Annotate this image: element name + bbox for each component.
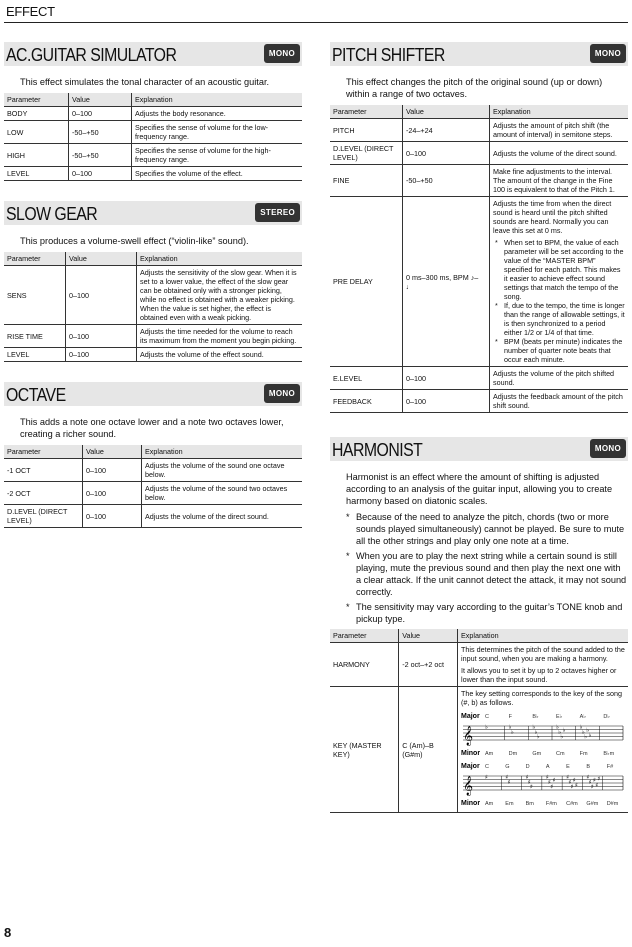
param-explanation: Adjusts the volume of the effect sound. — [137, 348, 303, 362]
param-explanation: Adjusts the volume of the direct sound. — [490, 142, 629, 165]
param-value: 0 ms–300 ms, BPM ♪– ♩ — [403, 197, 490, 367]
explanation-text: This determines the pitch of the sound added to the input sound, when you are making a harmony. — [461, 645, 625, 663]
param-name: E.LEVEL — [330, 367, 403, 390]
sharp-icon: ♯ — [548, 778, 551, 786]
sharp-icon: ♯ — [568, 778, 572, 786]
parameter-table — [4, 252, 302, 362]
mono-badge: MONO — [264, 384, 300, 403]
param-name: FEEDBACK — [330, 390, 403, 413]
parameter-table — [4, 445, 302, 528]
column-header: Parameter — [330, 629, 399, 643]
param-value: 0–100 — [403, 142, 490, 165]
key-label: B♭ — [532, 714, 539, 720]
key-label: F — [508, 714, 513, 720]
param-value: 0–100 — [66, 266, 137, 325]
key-label: G — [505, 764, 510, 770]
table-row — [4, 505, 302, 528]
param-explanation: Adjusts the volume of the direct sound. — [142, 505, 303, 528]
param-explanation: Adjusts the time needed for the volume to reach its maximum from the moment you begin picking. — [137, 325, 303, 348]
mono-badge: MONO — [590, 44, 626, 63]
param-value: -50–+50 — [403, 165, 490, 197]
table-header-row — [330, 105, 628, 119]
column-header: Parameter — [330, 105, 403, 119]
key-label: C#m — [566, 801, 578, 807]
param-explanation: Adjusts the volume of the sound two octaves below. — [142, 482, 303, 505]
column-header: Value — [83, 445, 142, 459]
table-row — [330, 643, 628, 687]
explanation-text: It allows you to set it by up to 2 octaves higher or lower than the input sound. — [461, 666, 617, 684]
table-row — [330, 142, 628, 165]
table-row — [4, 459, 302, 482]
flat-icon: ♭ — [560, 733, 564, 741]
param-value: 0–100 — [403, 367, 490, 390]
param-name: FINE — [330, 165, 403, 197]
sharp-icon: ♯ — [590, 783, 594, 791]
key-label: F#m — [545, 801, 557, 807]
flat-icon: ♭ — [510, 728, 514, 736]
flat-icon: ♭ — [532, 724, 536, 731]
key-label: A — [545, 764, 550, 770]
table-row — [330, 119, 628, 142]
flat-icon: ♭ — [586, 727, 590, 735]
sharp-icon: ♯ — [586, 774, 590, 781]
sharp-icon: ♯ — [566, 774, 570, 781]
section-slow-gear — [4, 201, 302, 362]
sharp-minor-keys — [485, 801, 619, 807]
section-header — [330, 437, 628, 461]
flat-icon: ♭ — [584, 733, 587, 741]
param-explanation: Adjusts the body resonance. — [132, 107, 303, 121]
key-label: A♭ — [579, 714, 586, 720]
flat-major-keys — [485, 713, 610, 720]
note-item: * If, due to the tempo, the time is longer than the range of allowable settings, it is then synchronized to a period either 1/2 or 1/4 of that time. — [493, 301, 625, 337]
param-explanation: Specifies the sense of volume for the low-frequency range. — [132, 121, 303, 144]
section-intro: This produces a volume-swell effect (“violin-like” sound). — [20, 236, 249, 246]
key-label: D — [525, 764, 530, 770]
param-value: C (Am)–B (G#m) — [399, 687, 458, 813]
column-header: Value — [69, 93, 132, 107]
section-title: OCTAVE — [6, 385, 66, 405]
section-header — [4, 382, 302, 406]
param-explanation: Adjusts the feedback amount of the pitch shift sound. — [490, 390, 629, 413]
param-explanation — [490, 197, 629, 367]
flat-icon: ♭ — [579, 724, 583, 731]
table-header-row — [4, 93, 302, 107]
table-row — [4, 482, 302, 505]
flat-icon: ♭ — [508, 724, 512, 731]
column-header: Explanation — [137, 252, 303, 266]
param-name: RISE TIME — [4, 325, 66, 348]
table-row — [4, 325, 302, 348]
section-intro: Harmonist is an effect where the amount of shifting is adjusted according to an analysis of the guitar input, allowing you to create harmony based on diatonic scales. — [346, 472, 613, 506]
minor-label: Minor — [461, 750, 481, 757]
column-header: Parameter — [4, 445, 83, 459]
treble-clef-icon: 𝄞 — [463, 776, 474, 796]
key-label: D♭ — [603, 714, 610, 720]
param-value: 0–100 — [403, 390, 490, 413]
section-pitch-shifter — [330, 42, 628, 413]
param-name: BODY — [4, 107, 69, 121]
param-value: 0–100 — [66, 348, 137, 362]
param-name: LEVEL — [4, 348, 66, 362]
sharp-icon: ♯ — [597, 775, 601, 783]
key-label: B — [586, 764, 591, 770]
sharp-icon: ♯ — [593, 777, 596, 785]
param-explanation: Adjusts the amount of pitch shift (the amount of interval) in semitone steps. — [490, 119, 629, 142]
key-label: E — [566, 764, 570, 770]
flat-icon: ♭ — [581, 728, 585, 736]
staff-lines — [463, 774, 623, 796]
column-header: Explanation — [142, 445, 303, 459]
table-row — [4, 266, 302, 325]
sharp-icon: ♯ — [545, 774, 549, 781]
param-name: PITCH — [330, 119, 403, 142]
treble-clef-icon: 𝄞 — [463, 726, 474, 746]
key-label: C — [485, 714, 489, 720]
key-label: Am — [485, 751, 494, 757]
section-title: HARMONIST — [332, 440, 423, 460]
key-label: C — [485, 764, 489, 770]
parameter-table — [330, 105, 628, 413]
param-value: -24–+24 — [403, 119, 490, 142]
param-name: PRE DELAY — [330, 197, 403, 367]
sharp-key-staff — [461, 760, 625, 808]
key-label: G#m — [586, 801, 599, 807]
param-value: 0–100 — [83, 505, 142, 528]
sharp-major-keys — [485, 764, 614, 770]
flat-icon: ♭ — [534, 728, 538, 736]
key-label: Fm — [579, 751, 588, 757]
section-octave — [4, 382, 302, 528]
notes-list — [346, 511, 628, 625]
param-explanation: Specifies the sense of volume for the high-frequency range. — [132, 144, 303, 167]
param-name: SENS — [4, 266, 66, 325]
section-intro: This adds a note one octave lower and a note two octaves lower, creating a richer sound. — [20, 417, 284, 439]
sharp-icon: ♯ — [529, 783, 533, 791]
flat-minor-keys — [485, 750, 615, 757]
param-value: 0–100 — [69, 107, 132, 121]
section-header — [330, 42, 628, 66]
table-row — [4, 121, 302, 144]
section-ac-guitar-simulator — [4, 42, 302, 181]
flat-icon: ♭ — [588, 732, 592, 739]
key-label: B♭m — [603, 751, 615, 757]
table-row — [4, 348, 302, 362]
section-harmonist — [330, 437, 628, 813]
column-header: Parameter — [4, 252, 66, 266]
sharp-icon: ♯ — [505, 774, 509, 781]
header-title: EFFECT — [6, 4, 55, 19]
major-label: Major — [461, 713, 480, 720]
key-label: E♭ — [556, 714, 563, 720]
parameter-table — [330, 629, 628, 813]
note-item: * Because of the need to analyze the pitch, chords (two or more sounds played simultaneously) cannot be played. Be sure to mute all the other strings and play only one note at a time. — [346, 511, 628, 547]
param-name: D.LEVEL (DIRECT LEVEL) — [4, 505, 83, 528]
column-header: Explanation — [132, 93, 303, 107]
param-name: HIGH — [4, 144, 69, 167]
section-intro: This effect simulates the tonal character of an acoustic guitar. — [20, 77, 270, 87]
column-header: Value — [399, 629, 458, 643]
flat-icon: ♭ — [556, 724, 559, 731]
table-row — [330, 367, 628, 390]
flat-icon: ♭ — [558, 728, 562, 736]
section-title: AC.GUITAR SIMULATOR — [6, 45, 177, 65]
table-row — [330, 390, 628, 413]
table-header-row — [330, 629, 628, 643]
explanation-text: Adjusts the time from when the direct sound is heard until the pitch shifted sounds are heard. Normally you can leave this set at 0 ms. — [493, 199, 612, 235]
param-name: LEVEL — [4, 167, 69, 181]
param-explanation: Specifies the volume of the effect. — [132, 167, 303, 181]
page-number: 8 — [4, 925, 12, 940]
note-item: * The sensitivity may vary according to the guitar’s TONE knob and pickup type. — [346, 601, 628, 625]
flat-icon: ♭ — [562, 727, 566, 735]
sharp-icon: ♯ — [507, 778, 511, 786]
right-column — [330, 42, 628, 813]
param-name: KEY (MASTER KEY) — [330, 687, 399, 813]
table-header-row — [4, 445, 302, 459]
section-title: SLOW GEAR — [6, 204, 98, 224]
param-name: D.LEVEL (DIRECT LEVEL) — [330, 142, 403, 165]
param-value: -2 oct–+2 oct — [399, 643, 458, 687]
param-explanation: Adjusts the volume of the sound one octave below. — [142, 459, 303, 482]
stereo-badge: STEREO — [255, 203, 300, 222]
key-label: Dm — [508, 751, 518, 757]
table-row — [4, 107, 302, 121]
key-label: Em — [505, 801, 514, 807]
left-column — [4, 42, 302, 528]
section-header — [4, 42, 302, 66]
section-intro: This effect changes the pitch of the original sound (up or down) within a range of two octaves. — [346, 77, 603, 99]
sharp-icon: ♯ — [595, 782, 599, 789]
flat-icon: ♭ — [485, 724, 488, 731]
sharp-icon: ♯ — [570, 783, 574, 791]
param-explanation — [458, 643, 629, 687]
param-explanation — [458, 687, 629, 813]
key-label: D#m — [606, 801, 619, 807]
param-name: -1 OCT — [4, 459, 83, 482]
column-header: Value — [66, 252, 137, 266]
param-value: 0–100 — [66, 325, 137, 348]
header-bar — [4, 0, 628, 23]
flat-icon: ♭ — [536, 733, 540, 741]
param-explanation: Adjusts the volume of the pitch shifted sound. — [490, 367, 629, 390]
param-name: -2 OCT — [4, 482, 83, 505]
explanation-text: The key setting corresponds to the key of the song (#, b) as follows. — [461, 689, 623, 707]
key-label: Am — [485, 801, 494, 807]
param-explanation: Adjusts the sensitivity of the slow gear. When it is set to a lower value, the effect of the slow gear can be obtained only with a stronger picking, while no effect is obtained with a weaker picking. When the value is set higher, the effect is obtained even with a weak picking. — [137, 266, 303, 325]
major-label: Major — [461, 763, 480, 770]
param-value: -50–+50 — [69, 121, 132, 144]
sharp-icon: ♯ — [588, 778, 592, 786]
section-header — [4, 201, 302, 225]
table-row — [330, 197, 628, 367]
param-name: HARMONY — [330, 643, 399, 687]
minor-label: Minor — [461, 800, 481, 807]
mono-badge: MONO — [264, 44, 300, 63]
column-header: Parameter — [4, 93, 69, 107]
sharp-icon: ♯ — [552, 777, 556, 785]
param-name: LOW — [4, 121, 69, 144]
mono-badge: MONO — [590, 439, 626, 458]
sharp-icon: ♯ — [527, 778, 531, 786]
table-row — [330, 165, 628, 197]
param-explanation: Make fine adjustments to the interval. The amount of the change in the Fine 100 is equivalent to that of the Pitch 1. — [490, 165, 629, 197]
sharp-icon: ♯ — [550, 783, 554, 791]
column-header: Explanation — [458, 629, 629, 643]
param-value: -50–+50 — [69, 144, 132, 167]
sharp-icon: ♯ — [525, 774, 529, 781]
param-value: 0–100 — [69, 167, 132, 181]
param-value: 0–100 — [83, 482, 142, 505]
table-row — [4, 144, 302, 167]
note-item: * BPM (beats per minute) indicates the number of quarter note beats that occur each minute. — [493, 337, 625, 364]
sharp-icon: ♯ — [572, 777, 576, 785]
key-label: Cm — [556, 751, 565, 757]
section-title: PITCH SHIFTER — [332, 45, 445, 65]
column-header: Value — [403, 105, 490, 119]
sharp-icon: ♯ — [485, 774, 488, 781]
key-label: Gm — [532, 751, 542, 757]
table-row — [4, 167, 302, 181]
key-label: F# — [606, 764, 614, 770]
column-header: Explanation — [490, 105, 629, 119]
key-label: Bm — [525, 801, 534, 807]
table-header-row — [4, 252, 302, 266]
note-item: * When you are to play the next string while a certain sound is still playing, mute the previous sound and then play the next one with a clear attack. If the unit cannot detect the attack, it may not sound correctly. — [346, 550, 628, 598]
note-item: * When set to BPM, the value of each parameter will be set according to the value of the “MASTER BPM” specified for each patch. This makes it easier to achieve effect sound settings that match the tempo of the song. — [493, 238, 625, 301]
sharp-icon: ♯ — [574, 782, 578, 789]
parameter-table — [4, 93, 302, 181]
param-value: 0–100 — [83, 459, 142, 482]
table-row — [330, 687, 628, 813]
flat-key-staff — [461, 710, 625, 758]
staff-lines — [463, 724, 623, 746]
